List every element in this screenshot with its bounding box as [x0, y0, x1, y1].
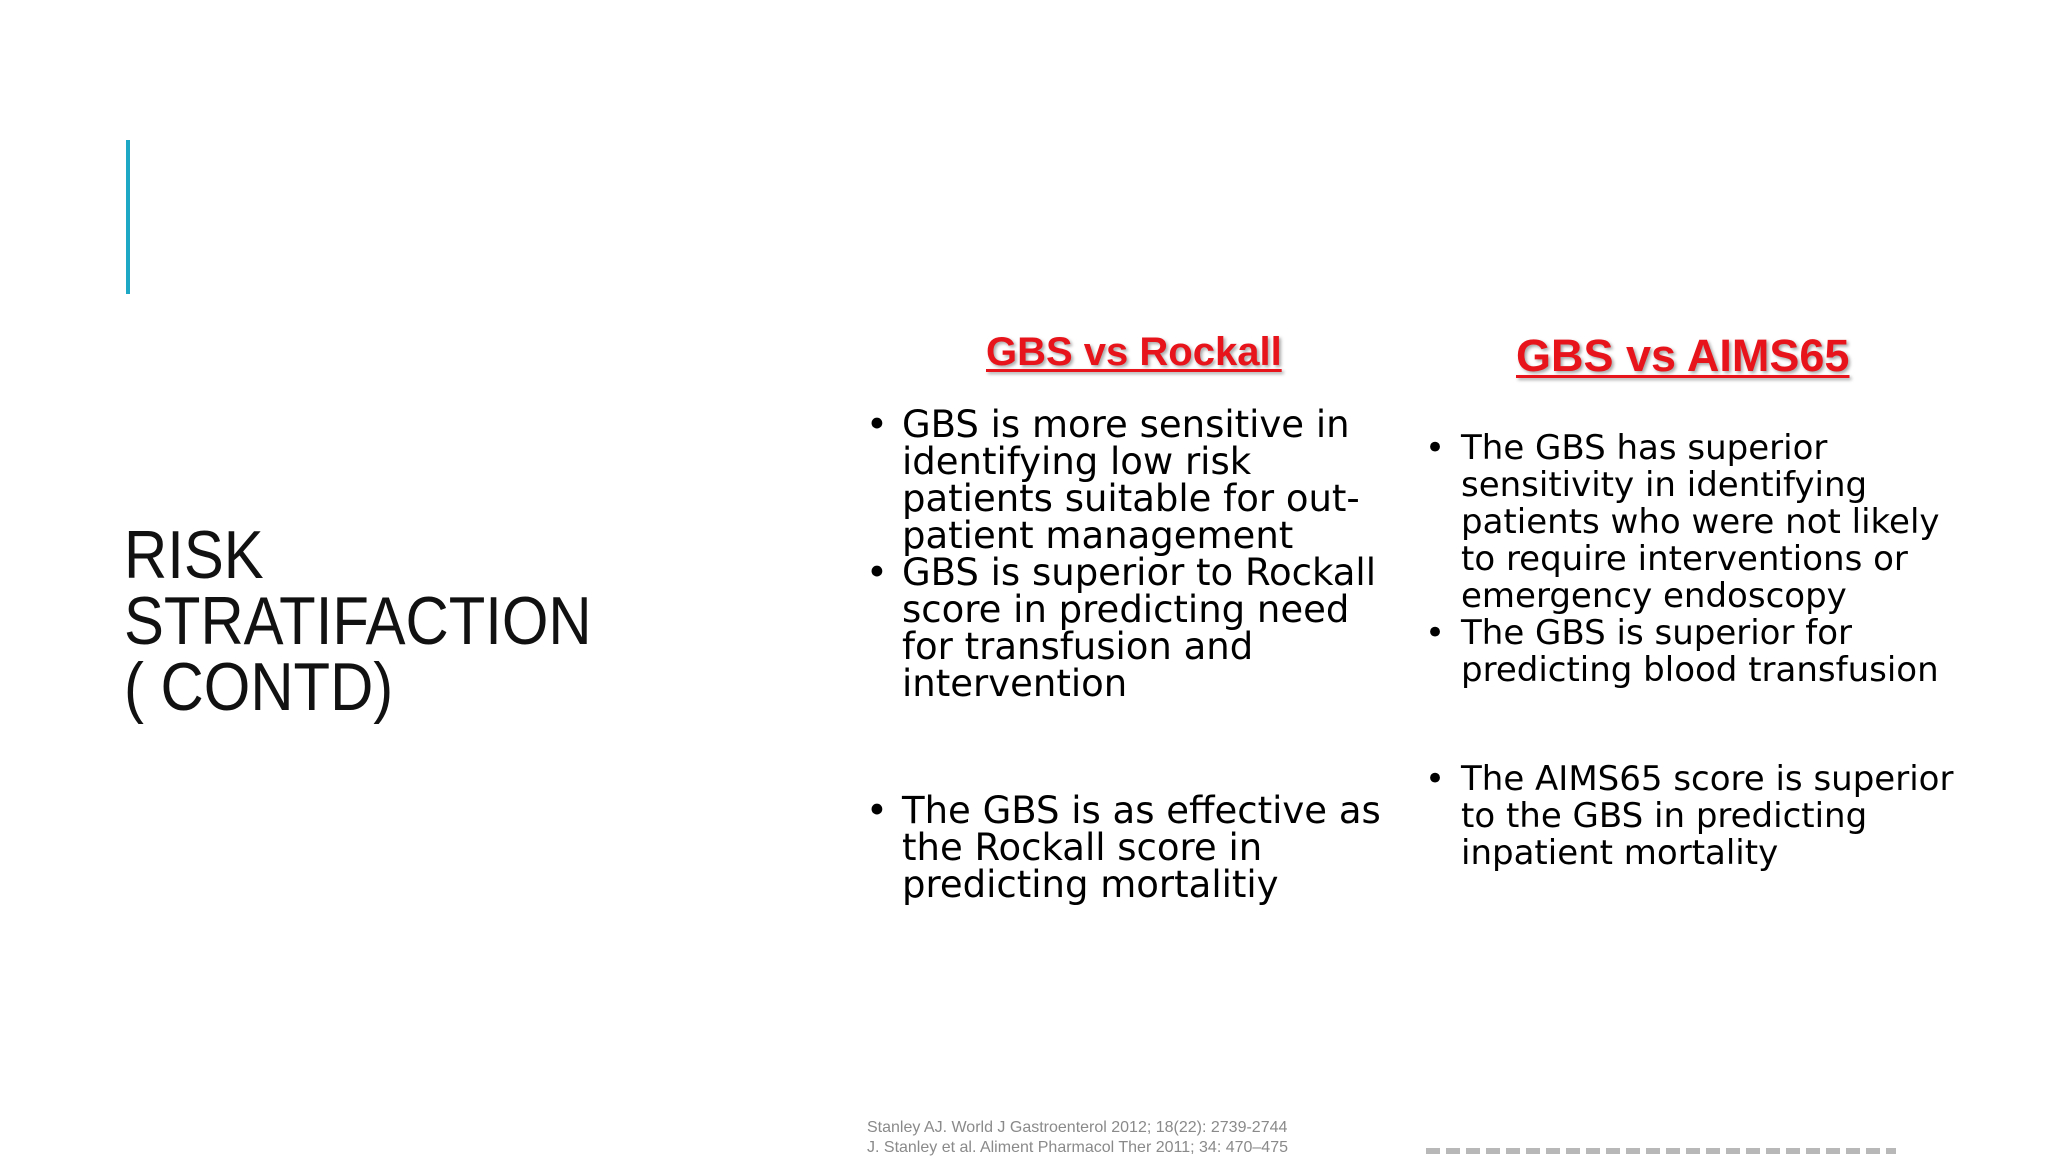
- bullet-text: The GBS is as effective as the Rockall score in predicting mortalitiy: [902, 789, 1381, 906]
- heading-gbs-vs-aims65: GBS vs AIMS65: [1516, 330, 1850, 381]
- aims65-bullet-list: [1425, 430, 1965, 872]
- bullet-icon: •: [866, 403, 888, 446]
- bullet-icon: •: [1425, 613, 1446, 653]
- bullet-icon: •: [1425, 428, 1446, 468]
- bullet-text: GBS is superior to Rockall score in predicting need for transfusion and intervention: [902, 551, 1376, 705]
- list-item: [866, 789, 1396, 906]
- bullet-text: The AIMS65 score is superior to the GBS in predicting inpatient mortality: [1461, 759, 1954, 873]
- bullet-icon: •: [1425, 759, 1446, 799]
- reference-citation: J. Stanley et al. Aliment Pharmacol Ther 2011; 34: 470–475: [867, 1139, 1288, 1156]
- bullet-text: The GBS has superior sensitivity in identifying patients who were not likely to require interventions or emergency endoscopy: [1461, 428, 1940, 616]
- list-item: [1425, 761, 1965, 872]
- bullet-text: GBS is more sensitive in identifying low risk patients suitable for out-patient management: [902, 403, 1360, 557]
- rockall-bullet-list: [866, 403, 1396, 906]
- heading-gbs-vs-rockall: GBS vs Rockall: [986, 330, 1282, 374]
- accent-bar: [126, 140, 130, 294]
- list-item: [1425, 430, 1965, 615]
- slide-title: RISK STRATIFACTION ( CONTD): [124, 517, 592, 725]
- bullet-text: The GBS is superior for predicting blood transfusion: [1461, 613, 1939, 690]
- bullet-icon: •: [866, 789, 888, 832]
- references: [867, 1118, 1288, 1158]
- cropped-reference: [1426, 1148, 1896, 1154]
- list-item: [1425, 615, 1965, 689]
- reference-citation: Stanley AJ. World J Gastroenterol 2012; 18(22): 2739-2744: [867, 1119, 1288, 1136]
- list-item: [866, 551, 1396, 705]
- bullet-icon: •: [866, 551, 888, 594]
- list-item: [866, 403, 1396, 557]
